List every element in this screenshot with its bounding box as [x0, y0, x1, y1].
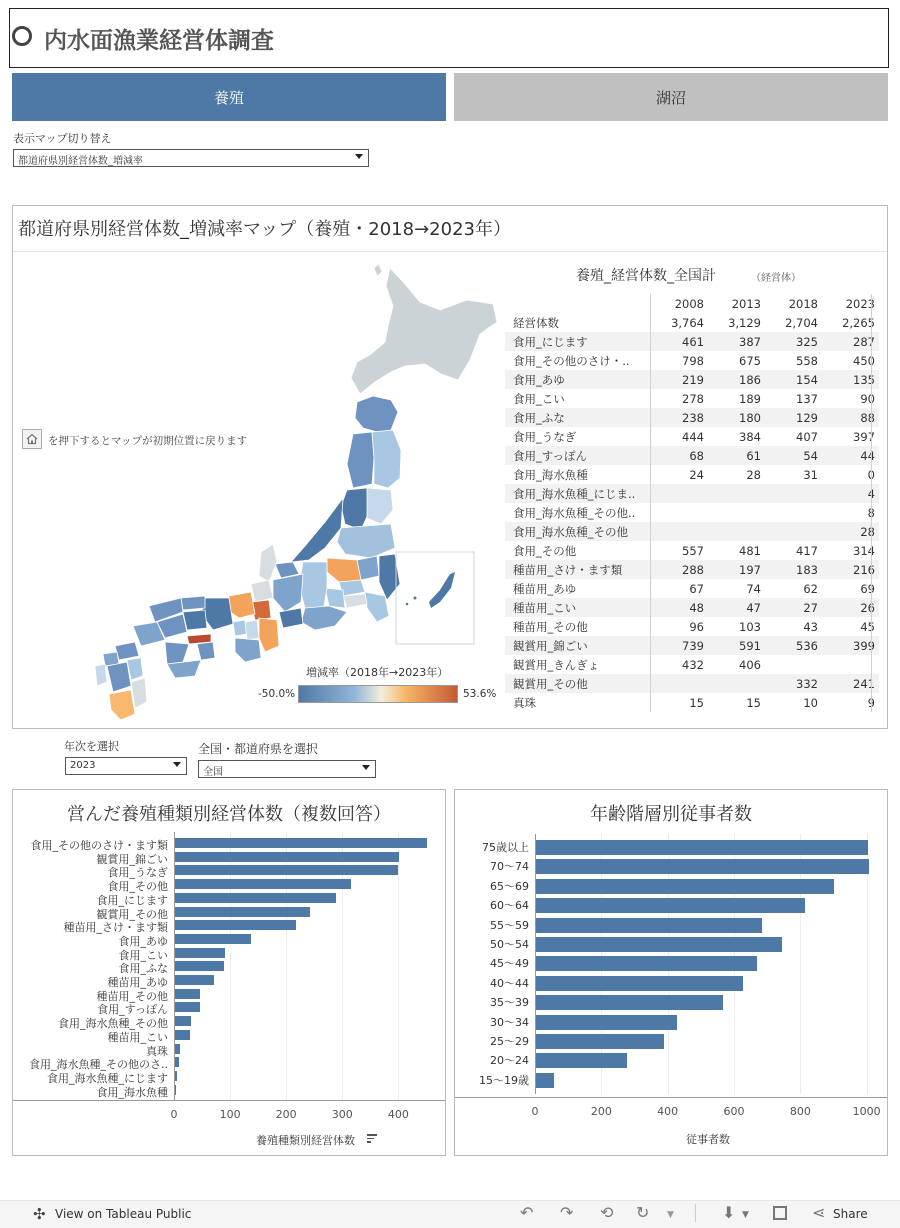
- map-region-chiba: [365, 592, 389, 622]
- chart2-x-axis-title: 従事者数: [686, 1133, 730, 1146]
- summary-cell: 417: [796, 543, 818, 558]
- view-on-tableau-link[interactable]: View on Tableau Public: [55, 1207, 192, 1221]
- summary-cell: 0: [867, 467, 875, 482]
- bar[interactable]: [175, 948, 225, 958]
- summary-cell: 739: [651, 636, 709, 655]
- map-region-niigata: [291, 498, 343, 562]
- map-region-akita: [347, 432, 374, 488]
- area-filter-label: 全国・都道府県を選択: [198, 742, 319, 756]
- map-region-mie: [259, 618, 279, 652]
- bar[interactable]: [175, 961, 224, 971]
- summary-table-row[interactable]: [505, 446, 879, 465]
- bar-category-label: 食用_その他: [107, 880, 168, 894]
- summary-row-label: 食用_ふな: [505, 408, 651, 427]
- year-filter-label: 年次を選択: [64, 740, 119, 753]
- bar-category-label: 30〜34: [490, 1015, 529, 1029]
- map-region-okinawa: [429, 572, 455, 608]
- tab-lakes[interactable]: 湖沼: [454, 73, 888, 121]
- bar-category-label: 種苗用_こい: [107, 1030, 168, 1044]
- bar-category-label: 種苗用_さけ・ます類: [63, 921, 168, 935]
- summary-table-row[interactable]: [505, 465, 879, 484]
- summary-cell: 9: [867, 695, 875, 710]
- bar-category-label: 35〜39: [490, 996, 529, 1010]
- bar[interactable]: [175, 852, 399, 862]
- bar[interactable]: [175, 1030, 190, 1040]
- summary-table: [505, 294, 879, 712]
- map-region-ibaraki: [379, 554, 400, 600]
- bar-category-label: 観賞用_その他: [96, 907, 168, 921]
- year-header: 2008: [651, 294, 709, 313]
- undo-icon[interactable]: ↶: [520, 1203, 534, 1222]
- summary-cell: 26: [822, 598, 879, 617]
- summary-cell: 384: [739, 429, 761, 444]
- bar-category-label: 食用_ふな: [118, 962, 168, 976]
- summary-cell: 591: [708, 636, 765, 655]
- legend-max-label: 53.6%: [463, 688, 497, 700]
- summary-cell: 557: [651, 541, 709, 560]
- summary-cell: 31: [803, 467, 818, 482]
- dashboard-title: 内水面漁業経営体調査: [44, 28, 274, 54]
- summary-table-row[interactable]: [505, 560, 879, 579]
- map-region-ishikawa: [259, 544, 277, 582]
- divider: [13, 251, 887, 252]
- summary-cell: 189: [739, 391, 761, 406]
- bar-category-label: 食用_海水魚種_にじます: [47, 1071, 168, 1085]
- bar-category-label: 55〜59: [490, 918, 529, 932]
- summary-cell: 287: [822, 332, 879, 351]
- bar-category-label: 食用_海水魚種_その他: [58, 1017, 168, 1031]
- chevron-down-icon: [362, 765, 370, 770]
- summary-cell: 62: [803, 581, 818, 596]
- bar-category-label: 種苗用_その他: [96, 989, 168, 1003]
- summary-cell: [708, 503, 765, 522]
- map-region-aomori: [355, 396, 398, 432]
- summary-table-row[interactable]: [505, 313, 879, 332]
- redo-icon[interactable]: ↷: [560, 1203, 574, 1222]
- bar[interactable]: [536, 937, 782, 952]
- summary-row-label: 種苗用_こい: [505, 598, 651, 617]
- bar[interactable]: [536, 976, 743, 991]
- summary-cell: 406: [739, 657, 761, 672]
- map-switch-label: 表示マップ切り替え: [13, 132, 112, 145]
- summary-row-label: 観賞用_その他: [505, 674, 651, 693]
- bar-category-label: 25〜29: [490, 1035, 529, 1048]
- bar[interactable]: [536, 1015, 677, 1030]
- map-region-iwate: [372, 430, 401, 488]
- summary-cell: 325: [765, 332, 822, 351]
- area-filter-value: 全国: [203, 767, 223, 778]
- map-region-fukui: [251, 580, 273, 602]
- chevron-down-icon[interactable]: ▼: [742, 1210, 749, 1220]
- map-region-gifu: [273, 574, 303, 612]
- summary-row-label: 食用_海水魚種: [513, 467, 588, 482]
- bar[interactable]: [175, 1071, 177, 1081]
- bar-category-label: 食用_海水魚種_その他のさ..: [29, 1058, 168, 1072]
- title-circle-icon: [12, 26, 32, 46]
- summary-row-label: 種苗用_さけ・ます類: [505, 560, 651, 579]
- x-tick-label: 0: [170, 1108, 178, 1121]
- summary-table-header-row: [505, 294, 879, 313]
- bar[interactable]: [536, 1034, 664, 1049]
- summary-cell: 180: [708, 408, 765, 427]
- summary-row-label: 種苗用_その他: [513, 619, 588, 634]
- bar[interactable]: [536, 898, 805, 913]
- bar-category-label: 食用_うなぎ: [107, 866, 168, 880]
- map-switch-value: 都道府県別経営体数_増減率: [18, 156, 143, 167]
- map-region-fukuoka: [115, 642, 139, 660]
- summary-table-row[interactable]: [505, 332, 879, 351]
- bar-category-label: 食用_にじます: [96, 893, 168, 907]
- summary-cell: 154: [765, 370, 822, 389]
- summary-cell: 186: [708, 370, 765, 389]
- summary-cell: 332: [765, 674, 822, 693]
- x-tick-label: 400: [657, 1105, 679, 1118]
- map-switch-dropdown[interactable]: [13, 149, 369, 167]
- bar[interactable]: [536, 1073, 554, 1088]
- summary-table-row[interactable]: [505, 484, 879, 503]
- map-region-fukushima: [337, 524, 395, 558]
- bar[interactable]: [536, 918, 762, 933]
- year-header: 2018: [788, 296, 818, 311]
- map-region-hokkaido: [351, 268, 497, 394]
- bar[interactable]: [175, 1016, 191, 1026]
- summary-row-label: 種苗用_あゆ: [513, 581, 577, 596]
- share-icon[interactable]: ⋖: [812, 1203, 826, 1222]
- x-axis-line: [13, 1100, 445, 1101]
- summary-cell: 10: [803, 695, 818, 710]
- bar[interactable]: [536, 1053, 627, 1068]
- x-tick-label: 200: [590, 1105, 612, 1118]
- bar[interactable]: [175, 838, 427, 848]
- bar[interactable]: [175, 1002, 200, 1012]
- summary-row-label: 観賞用_錦ごい: [505, 636, 651, 655]
- toolbar-divider: [695, 1204, 696, 1222]
- summary-table-row[interactable]: [505, 655, 879, 674]
- summary-table-row[interactable]: [505, 522, 879, 541]
- x-tick-label: 1000: [852, 1105, 881, 1118]
- summary-cell: 216: [822, 560, 879, 579]
- bar-category-label: 食用_こい: [118, 948, 168, 962]
- summary-table-row[interactable]: [505, 408, 879, 427]
- summary-cell: 27: [765, 598, 822, 617]
- bar[interactable]: [175, 1044, 180, 1054]
- bar-category-label: 食用_あゆ: [118, 934, 168, 948]
- bar[interactable]: [175, 975, 214, 985]
- bar[interactable]: [175, 865, 398, 875]
- summary-table-row[interactable]: [505, 541, 879, 560]
- summary-cell: 197: [708, 560, 765, 579]
- summary-cell: [765, 655, 822, 674]
- summary-table-title: 養殖_経営体数_全国計: [576, 268, 716, 284]
- bar[interactable]: [175, 907, 310, 917]
- summary-row-label: 真珠: [513, 695, 536, 710]
- bar-category-label: 70〜74: [490, 860, 529, 874]
- summary-row-label: 経営体数: [513, 315, 559, 330]
- summary-cell: [765, 522, 822, 541]
- summary-cell: 238: [651, 408, 709, 427]
- map-island: [406, 603, 409, 606]
- summary-cell: [765, 503, 822, 522]
- summary-cell: 24: [651, 465, 709, 484]
- bar-category-label: 食用_海水魚種: [96, 1085, 168, 1099]
- summary-cell: 137: [796, 391, 818, 406]
- year-header: 2023: [845, 296, 875, 311]
- summary-table-unit: （経営体）: [751, 273, 801, 284]
- map-region-wakayama: [235, 638, 261, 662]
- summary-cell: [708, 522, 765, 541]
- summary-cell: 450: [853, 353, 875, 368]
- summary-cell: 3,764: [651, 313, 709, 332]
- download-icon[interactable]: ⬇: [722, 1203, 736, 1222]
- summary-cell: 397: [853, 429, 875, 444]
- summary-cell: 96: [651, 617, 709, 636]
- summary-row-label: 食用_うなぎ: [513, 429, 577, 444]
- chart1-x-axis-title: 養殖種類別経営体数: [256, 1134, 355, 1147]
- summary-cell: 4: [822, 484, 879, 503]
- summary-cell: 314: [853, 543, 875, 558]
- summary-cell: 2,265: [842, 315, 875, 330]
- map-island: [414, 597, 417, 600]
- summary-table-row[interactable]: [505, 674, 879, 693]
- summary-cell: 67: [651, 579, 709, 598]
- bar-category-label: 15〜19歳: [479, 1073, 529, 1087]
- summary-cell: 536: [765, 636, 822, 655]
- bar[interactable]: [536, 840, 868, 855]
- bar[interactable]: [175, 879, 351, 889]
- summary-cell: [651, 484, 709, 503]
- bar[interactable]: [175, 934, 251, 944]
- x-tick-label: 300: [331, 1108, 353, 1121]
- legend-color-ramp: [298, 685, 458, 703]
- area-filter-dropdown[interactable]: [198, 760, 376, 778]
- summary-cell: 3,129: [728, 315, 761, 330]
- summary-row-label: 食用_その他のさけ・..: [513, 353, 630, 368]
- tableau-logo-icon[interactable]: ✣: [33, 1205, 46, 1223]
- table-border: [871, 294, 872, 712]
- summary-cell: 103: [739, 619, 761, 634]
- map-region-kumamoto: [107, 662, 131, 692]
- summary-cell: 44: [822, 446, 879, 465]
- summary-table-row[interactable]: [505, 579, 879, 598]
- bar[interactable]: [175, 1085, 176, 1095]
- bar-category-label: 観賞用_錦ごい: [96, 852, 168, 866]
- summary-row-label: 食用_すっぽん: [505, 446, 651, 465]
- summary-cell: 28: [746, 467, 761, 482]
- x-axis-line: [455, 1097, 887, 1098]
- bar-category-label: 種苗用_あゆ: [107, 976, 168, 989]
- summary-cell: 43: [803, 619, 818, 634]
- map-region-yamanashi: [325, 588, 345, 608]
- summary-cell: 407: [796, 429, 818, 444]
- summary-table-row[interactable]: [505, 503, 879, 522]
- summary-cell: 47: [708, 598, 765, 617]
- map-region-gunma: [327, 558, 361, 582]
- bar[interactable]: [175, 920, 296, 930]
- map-region-okayama: [183, 610, 207, 630]
- bar-category-label: 45〜49: [490, 957, 529, 971]
- x-tick-label: 100: [219, 1108, 241, 1121]
- year-filter-dropdown[interactable]: [65, 757, 187, 775]
- summary-cell: 129: [765, 408, 822, 427]
- map-region-nara: [245, 620, 259, 640]
- summary-row-label: 食用_にじます: [505, 332, 651, 351]
- summary-table-row[interactable]: [505, 636, 879, 655]
- year-header: 2013: [731, 296, 761, 311]
- map-region-hokkaido-isle: [374, 264, 382, 276]
- map-region-tokyo: [343, 594, 367, 608]
- summary-table-row[interactable]: [505, 427, 879, 446]
- x-tick-label: 800: [789, 1105, 811, 1118]
- legend-min-label: -50.0%: [258, 688, 296, 700]
- bar[interactable]: [536, 859, 869, 874]
- summary-cell: 68: [651, 446, 709, 465]
- chevron-down-icon: [173, 762, 181, 767]
- bar[interactable]: [175, 1057, 179, 1067]
- summary-cell: [651, 674, 709, 693]
- map-region-yamagata: [341, 488, 369, 530]
- summary-table-row[interactable]: [505, 389, 879, 408]
- summary-row-label: 食用_その他: [513, 543, 577, 558]
- culture-type-chart-title: 営んだ養殖種類別経営体数（複数回答）: [67, 804, 391, 825]
- summary-row-label: 観賞用_きんぎょ: [513, 657, 600, 672]
- summary-cell: 183: [765, 560, 822, 579]
- legend-title: 増減率（2018年→2023年）: [306, 666, 449, 679]
- map-region-nagasaki: [95, 664, 107, 686]
- summary-cell: 8: [867, 505, 875, 520]
- summary-cell: 69: [860, 581, 875, 596]
- bar-category-label: 50〜54: [490, 938, 529, 951]
- summary-cell: 241: [822, 674, 879, 693]
- summary-cell: 432: [651, 655, 709, 674]
- summary-cell: 48: [651, 598, 709, 617]
- summary-table-row[interactable]: [505, 370, 879, 389]
- bar-category-label: 食用_すっぽん: [97, 1003, 168, 1017]
- year-filter-value: 2023: [70, 760, 96, 771]
- map-region-tokushima: [197, 642, 215, 660]
- x-tick-label: 0: [531, 1105, 539, 1118]
- map-region-nagano: [299, 562, 327, 612]
- x-tick-label: 200: [275, 1108, 297, 1121]
- japan-choropleth-map[interactable]: [95, 262, 505, 722]
- refresh-icon[interactable]: ↻: [636, 1203, 650, 1222]
- summary-cell: 387: [708, 332, 765, 351]
- summary-table-row[interactable]: [505, 351, 879, 370]
- map-region-aichi: [279, 608, 303, 628]
- sort-icon[interactable]: [367, 1133, 377, 1142]
- bar-category-label: 40〜44: [490, 976, 529, 990]
- bar[interactable]: [175, 893, 336, 903]
- bar-category-label: 真珠: [146, 1044, 168, 1058]
- map-region-kagoshima: [109, 690, 135, 720]
- bar-category-label: 20〜24: [490, 1054, 529, 1068]
- summary-cell: [708, 674, 765, 693]
- summary-cell: 399: [822, 636, 879, 655]
- summary-cell: [651, 503, 709, 522]
- bar[interactable]: [536, 956, 757, 971]
- summary-row-label: 食用_海水魚種_その他: [505, 522, 651, 541]
- bar[interactable]: [175, 989, 200, 999]
- bar-category-label: 75歳以上: [482, 841, 529, 854]
- x-tick-label: 400: [387, 1108, 409, 1121]
- summary-cell: 90: [860, 391, 875, 406]
- summary-cell: 461: [651, 332, 709, 351]
- summary-row-label: 食用_海水魚種_にじま..: [505, 484, 651, 503]
- age-chart-title: 年齢階層別従事者数: [590, 804, 752, 825]
- summary-cell: 45: [860, 619, 875, 634]
- map-panel-title: 都道府県別経営体数_増減率マップ（養殖・2018→2023年）: [18, 219, 511, 240]
- summary-table-row[interactable]: [505, 693, 879, 712]
- summary-cell: 444: [651, 427, 709, 446]
- summary-row-label: 食用_こい: [513, 391, 565, 406]
- summary-row-label: 食用_あゆ: [505, 370, 651, 389]
- summary-cell: 2,704: [785, 315, 818, 330]
- map-region-shizuoka: [301, 606, 347, 630]
- summary-cell: 675: [739, 353, 761, 368]
- chevron-down-icon: [355, 154, 363, 159]
- share-button[interactable]: Share: [833, 1207, 868, 1221]
- summary-cell: 219: [651, 370, 709, 389]
- summary-cell: 54: [765, 446, 822, 465]
- summary-cell: [765, 484, 822, 503]
- summary-table-row[interactable]: [505, 617, 879, 636]
- bar[interactable]: [536, 879, 834, 894]
- map-region-tottori: [181, 596, 205, 610]
- map-region-miyagi: [367, 488, 393, 524]
- bar[interactable]: [536, 995, 723, 1010]
- map-home-hint: を押下するとマップが初期位置に戻ります: [48, 435, 248, 447]
- revert-icon[interactable]: ⟲: [600, 1203, 614, 1222]
- summary-cell: 135: [822, 370, 879, 389]
- x-tick-label: 600: [723, 1105, 745, 1118]
- bar-category-label: 65〜69: [490, 879, 529, 893]
- map-region-ehime: [165, 642, 189, 664]
- summary-cell: 61: [708, 446, 765, 465]
- map-home-button[interactable]: [22, 429, 42, 449]
- summary-cell: 481: [739, 543, 761, 558]
- chevron-down-icon[interactable]: ▼: [667, 1210, 674, 1220]
- summary-cell: 74: [746, 581, 761, 596]
- tab-aquaculture[interactable]: 養殖: [12, 73, 446, 121]
- home-icon: [23, 430, 41, 448]
- summary-cell: 278: [651, 389, 709, 408]
- summary-cell: [651, 522, 709, 541]
- summary-cell: 558: [796, 353, 818, 368]
- gridline: [398, 832, 399, 1100]
- summary-cell: 288: [651, 560, 709, 579]
- summary-cell: [708, 484, 765, 503]
- summary-cell: 28: [822, 522, 879, 541]
- summary-cell: 15: [651, 693, 709, 712]
- fullscreen-icon[interactable]: [773, 1206, 787, 1220]
- summary-row-label: 食用_海水魚種_その他..: [513, 505, 636, 520]
- summary-cell: 798: [651, 351, 709, 370]
- summary-cell: 88: [822, 408, 879, 427]
- bar-category-label: 60〜64: [490, 899, 529, 913]
- summary-cell: 15: [746, 695, 761, 710]
- bar-category-label: 食用_その他のさけ・ます類: [30, 839, 168, 852]
- summary-table-row[interactable]: [505, 598, 879, 617]
